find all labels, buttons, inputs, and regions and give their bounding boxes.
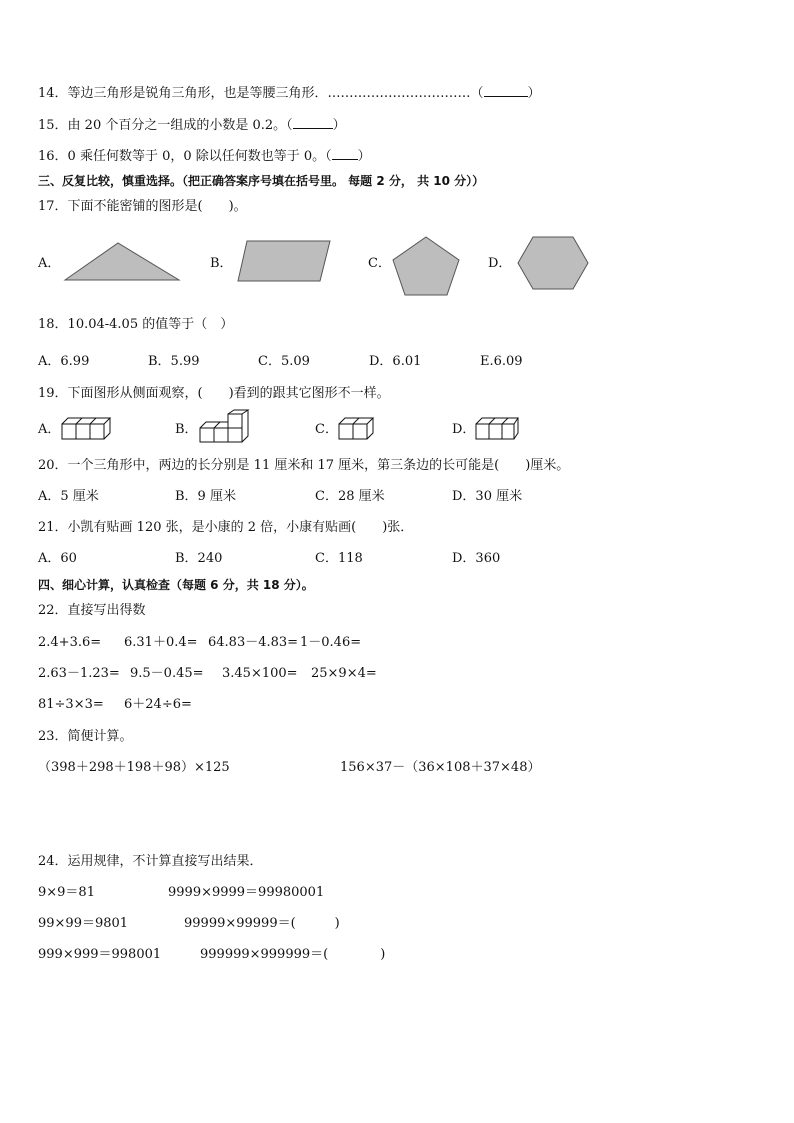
q16-line: [38, 147, 371, 165]
q19-option-b-label[interactable]: B．: [175, 422, 198, 437]
q22-r2-c2: 9.5－0.45=: [130, 666, 204, 681]
q22-r1-c1: 2.4+3.6=: [38, 635, 102, 650]
q24-left-3: 999×999＝998001: [38, 947, 162, 962]
q14-text: 14．等边三角形是锐角三角形，也是等腰三角形．……………………………（: [38, 86, 484, 101]
q17-option-a-label[interactable]: A．: [38, 256, 61, 271]
q23-expression-1: （398＋298＋198＋98）×125: [38, 760, 230, 775]
pentagon-shape: [390, 234, 462, 298]
q18-stem: 18．10.04-4.05 的值等于（ ）: [38, 317, 234, 332]
q22-r3-c1: 81÷3×3=: [38, 697, 104, 712]
q19-option-a-label[interactable]: A．: [38, 422, 61, 437]
cube-figure-d: [474, 415, 520, 443]
q23-expression-2: 156×37－（36×108＋37×48）: [340, 760, 541, 775]
q24-stem: 24．运用规律，不计算直接写出结果．: [38, 854, 263, 869]
q20-option-d[interactable]: D．30 厘米: [452, 489, 523, 504]
q15-line: [38, 116, 346, 134]
q18-option-d[interactable]: D．6.01: [369, 354, 422, 369]
q18-option-c[interactable]: C．5.09: [258, 354, 310, 369]
q22-r3-c2: 6＋24÷6=: [124, 697, 192, 712]
q14-answer-blank[interactable]: [484, 84, 528, 97]
q22-r2-c3: 3.45×100=: [222, 666, 298, 681]
q22-r2-c1: 2.63－1.23=: [38, 666, 120, 681]
cube-figure-b: [198, 409, 250, 445]
obtuse-triangle-shape: [62, 240, 182, 284]
q22-r2-c4: 25×9×4=: [311, 666, 377, 681]
q17-stem: 17．下面不能密铺的图形是( )。: [38, 199, 247, 214]
q19-stem: 19．下面图形从侧面观察，( )看到的跟其它图形不一样。: [38, 386, 390, 401]
q21-option-a[interactable]: A．60: [38, 551, 77, 566]
q19-option-c-label[interactable]: C．: [315, 422, 338, 437]
q21-stem: 21．小凯有贴画 120 张，是小康的 2 倍，小康有贴画( )张．: [38, 520, 414, 535]
q18-option-b[interactable]: B．5.99: [148, 354, 200, 369]
q14-close: ）: [527, 86, 541, 101]
q21-option-c[interactable]: C．118: [315, 551, 363, 566]
q20-option-b[interactable]: B．9 厘米: [175, 489, 236, 504]
q22-r1-c3: 64.83－4.83=: [208, 635, 299, 650]
q15-text: 15．由 20 个百分之一组成的小数是 0.2。（: [38, 118, 293, 133]
section-3-heading: 三、反复比较，慎重选择。（把正确答案序号填在括号里。 每题 2 分， 共 10 分））: [38, 174, 485, 188]
q15-answer-blank[interactable]: [293, 116, 333, 129]
q18-option-e[interactable]: E.6.09: [480, 354, 523, 369]
q22-r1-c4: 1－0.46=: [300, 635, 362, 650]
hexagon-shape: [515, 234, 591, 292]
parallelogram-shape: [235, 238, 333, 284]
q24-right-3[interactable]: 999999×999999＝( ): [200, 947, 386, 962]
q17-option-d-label[interactable]: D．: [488, 256, 512, 271]
cube-figure-c: [337, 415, 379, 443]
q24-left-1: 9×9＝81: [38, 885, 95, 900]
q24-left-2: 99×99＝9801: [38, 916, 129, 931]
q16-close: ）: [357, 149, 371, 164]
q16-answer-blank[interactable]: [332, 147, 358, 160]
q21-option-d[interactable]: D．360: [452, 551, 501, 566]
q15-close: ）: [332, 118, 346, 133]
q22-r1-c2: 6.31＋0.4=: [124, 635, 198, 650]
q20-option-c[interactable]: C．28 厘米: [315, 489, 385, 504]
section-4-heading: 四、细心计算，认真检查（每题 6 分，共 18 分）。: [38, 578, 314, 592]
q17-option-b-label[interactable]: B．: [210, 256, 233, 271]
q20-stem: 20．一个三角形中，两边的长分别是 11 厘米和 17 厘米，第三条边的长可能是( )厘米。: [38, 458, 570, 473]
q24-right-1: 9999×9999＝99980001: [168, 885, 325, 900]
q24-right-2[interactable]: 99999×99999＝( ): [184, 916, 340, 931]
cube-figure-a: [60, 415, 112, 443]
q21-option-b[interactable]: B．240: [175, 551, 223, 566]
q22-stem: 22．直接写出得数: [38, 603, 146, 618]
q20-option-a[interactable]: A．5 厘米: [38, 489, 99, 504]
q19-option-d-label[interactable]: D．: [452, 422, 476, 437]
q18-option-a[interactable]: A．6.99: [38, 354, 90, 369]
q17-option-c-label[interactable]: C．: [368, 256, 391, 271]
q23-stem: 23．简便计算。: [38, 729, 133, 744]
q16-text: 16．0 乘任何数等于 0，0 除以任何数也等于 0。（: [38, 149, 332, 164]
q14-line: [38, 84, 541, 102]
